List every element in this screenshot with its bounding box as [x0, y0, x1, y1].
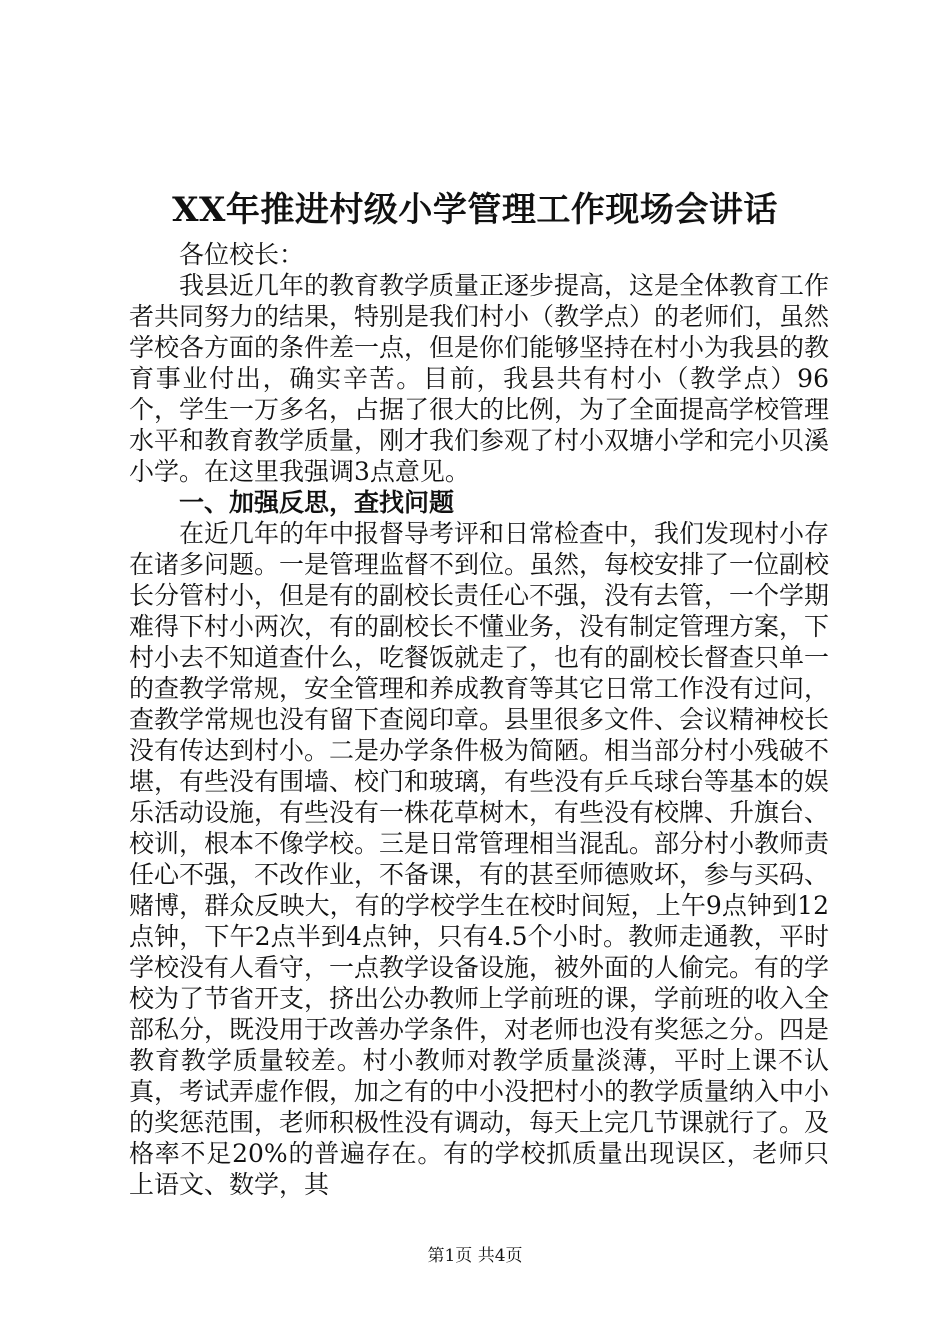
section-heading: 一、加强反思，查找问题: [179, 488, 455, 517]
section-paragraph: 在近几年的年中报督导考评和日常检查中，我们发现村小存在诸多问题。一是管理监督不到位。虽然，每校安排了一位副校长分管村小，但是有的副校长责任心不强，没有去管，一个学期难得下村小两次，有的副校长不懂业务，没有制定管理方案，下村小去不知道查什么，吃餐饭就走了，也有的副校长督查只单一的查教学常规，安全管理和养成教育等其它日常工作没有过问，查教学常规也没有留下查阅印章。县里很多文件、会议精神校长没有传达到村小。二是办学条件极为简陋。相当部分村小残破不堪，有些没有围墙、校门和玻璃，有些没有乒乓球台等基本的娱乐活动设施，有些没有一株花草树木，有些没有校牌、升旗台、校训，根本不像学校。三是日常管理相当混乱。部分村小教师责任心不强，不改作业，不备课，有的甚至师德败坏，参与买码、赌博，群众反映大，有的学校学生在校时间短，上午9点钟到12点钟，下午2点半到4点钟，只有4.5个小时。教师走通教，平时学校没有人看守，一点教学设备设施，被外面的人偷完。有的学校为了节省开支，挤出公办教师上学前班的课，学前班的收入全部私分，既没用于改善办学条件，对老师也没有奖惩之分。四是教育教学质量较差。村小教师对教学质量淡薄，平时上课不认真，考试弄虚作假，加之有的中小没把村小的教学质量纳入中小的奖惩范围，老师积极性没有调动，每天上完几节课就行了。及格率不足20%的普遍存在。有的学校抓质量出现误区，老师只上语文、数学，其: [129, 519, 830, 1199]
intro-paragraph: 我县近几年的教育教学质量正逐步提高，这是全体教育工作者共同努力的结果，特别是我们村小（教学点）的老师们，虽然学校各方面的条件差一点，但是你们能够坚持在村小为我县的教育事业付出，确实辛苦。目前，我县共有村小（教学点）96个，学生一万多名，占据了很大的比例，为了全面提高学校管理水平和教育教学质量，刚才我们参观了村小双塘小学和完小贝溪小学。在这里我强调3点意见。: [129, 271, 830, 486]
salutation: 各位校长：: [179, 240, 305, 269]
document-title: XX年推进村级小学管理工作现场会讲话: [172, 190, 778, 230]
document-body: [129, 239, 829, 1200]
page-number: 第1页 共4页: [427, 1246, 523, 1266]
